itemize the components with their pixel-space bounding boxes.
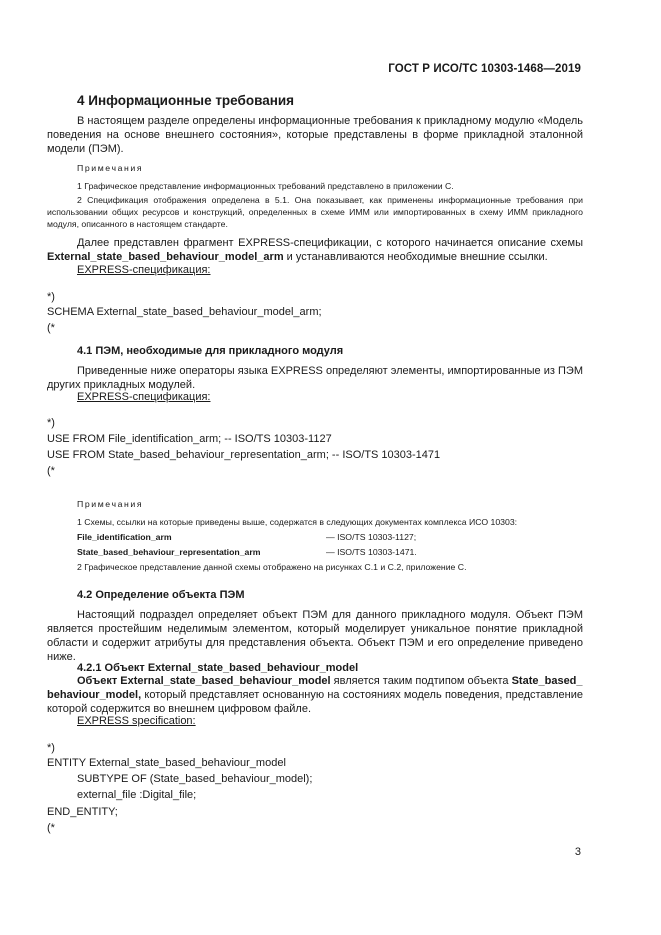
document-header: ГОСТ Р ИСО/ТС 10303-1468—2019 xyxy=(388,63,581,75)
use-from-line-2: USE FROM State_based_behaviour_representation_arm; -- ISO/TS 10303-1471 xyxy=(47,449,441,461)
section-4-intro: В настоящем разделе определены информационные требования к прикладному модулю «Модель поведения на основе внешнего состояния», которые представлены в форме прикладной эталонной модели (ПЭМ). xyxy=(47,115,583,155)
section-4-2-1-heading: 4.2.1 Объект External_state_based_behaviour_model xyxy=(77,662,359,674)
express-label-2: EXPRESS-спецификация: xyxy=(77,391,211,403)
page-number: 3 xyxy=(574,846,581,858)
entity-declaration: ENTITY External_state_based_behaviour_model xyxy=(47,757,286,769)
notes-label-1: Примечания xyxy=(77,163,144,173)
note-schemas: 1 Схемы, ссылки на которые приведены выше, содержатся в следующих документах комплекса ИСО 10303: xyxy=(77,517,518,527)
subtype-clause: SUBTYPE OF (State_based_behaviour_model); xyxy=(77,773,313,785)
schema-declaration: SCHEMA External_state_based_behaviour_model_arm; xyxy=(47,306,322,318)
note-2: 2 Спецификация отображения определена в 5.1. Она показывает, как применены информационные требования при использовании общих ресурсов и конструкций, определенных в схеме ИММ или импортированных в схему ИММ прикладного модуля, описанного в настоящем стандарте. xyxy=(47,195,583,229)
code-close-3: (* xyxy=(47,822,55,834)
note-1: 1 Графическое представление информационных требований представлено в приложении С. xyxy=(77,181,454,191)
section-4-2-heading: 4.2 Определение объекта ПЭМ xyxy=(77,589,245,601)
code-close-2: (* xyxy=(47,465,55,477)
note-graphics: 2 Графическое представление данной схемы отображено на рисунках С.1 и С.2, приложение С. xyxy=(77,562,467,572)
section-4-2-text: Настоящий подраздел определяет объект ПЭМ для данного прикладного модуля. Объект ПЭМ является простейшим неделимым элементом, который моделирует уникальное понятие прикладной области и содержит атрибуты для представления объекта. Объект ПЭМ и его определение приведено ниже. xyxy=(47,609,583,663)
section-4-1-text: Приведенные ниже операторы языка EXPRESS определяют элементы, импортированные из ПЭМ других прикладных модулей. xyxy=(47,365,583,391)
express-intro-paragraph: Далее представлен фрагмент EXPRESS-спецификации, с которого начинается описание схемы External_state_based_behaviour_model_arm и устанавливаются необходимые внешние ссылки. xyxy=(47,237,583,263)
ref-doc-2: — ISO/TS 10303-1471. xyxy=(326,547,417,557)
attribute-external-file: external_file :Digital_file; xyxy=(77,789,197,801)
section-4-heading: 4 Информационные требования xyxy=(77,93,295,108)
end-entity: END_ENTITY; xyxy=(47,806,118,818)
code-open-2: *) xyxy=(47,417,55,429)
ref-doc-1: — ISO/TS 10303-1127; xyxy=(326,532,417,542)
notes-label-2: Примечания xyxy=(77,499,144,509)
ref-name-2: State_based_behaviour_representation_arm xyxy=(77,547,261,557)
entity-definition: Объект External_state_based_behaviour_model является таким подтипом объекта State_based_ behaviour_model, который представляет основанную на состояниях модель поведения, представление которой содержится во внешнем цифровом файле. xyxy=(47,675,583,715)
express-label-3: EXPRESS specification: xyxy=(77,715,196,727)
code-open-1: *) xyxy=(47,291,55,303)
code-close-1: (* xyxy=(47,322,55,334)
express-label-1: EXPRESS-спецификация: xyxy=(77,264,211,276)
section-4-1-heading: 4.1 ПЭМ, необходимые для прикладного модуля xyxy=(77,345,344,357)
code-open-3: *) xyxy=(47,742,55,754)
ref-name-1: File_identification_arm xyxy=(77,532,172,542)
use-from-line-1: USE FROM File_identification_arm; -- ISO/TS 10303-1127 xyxy=(47,433,332,445)
